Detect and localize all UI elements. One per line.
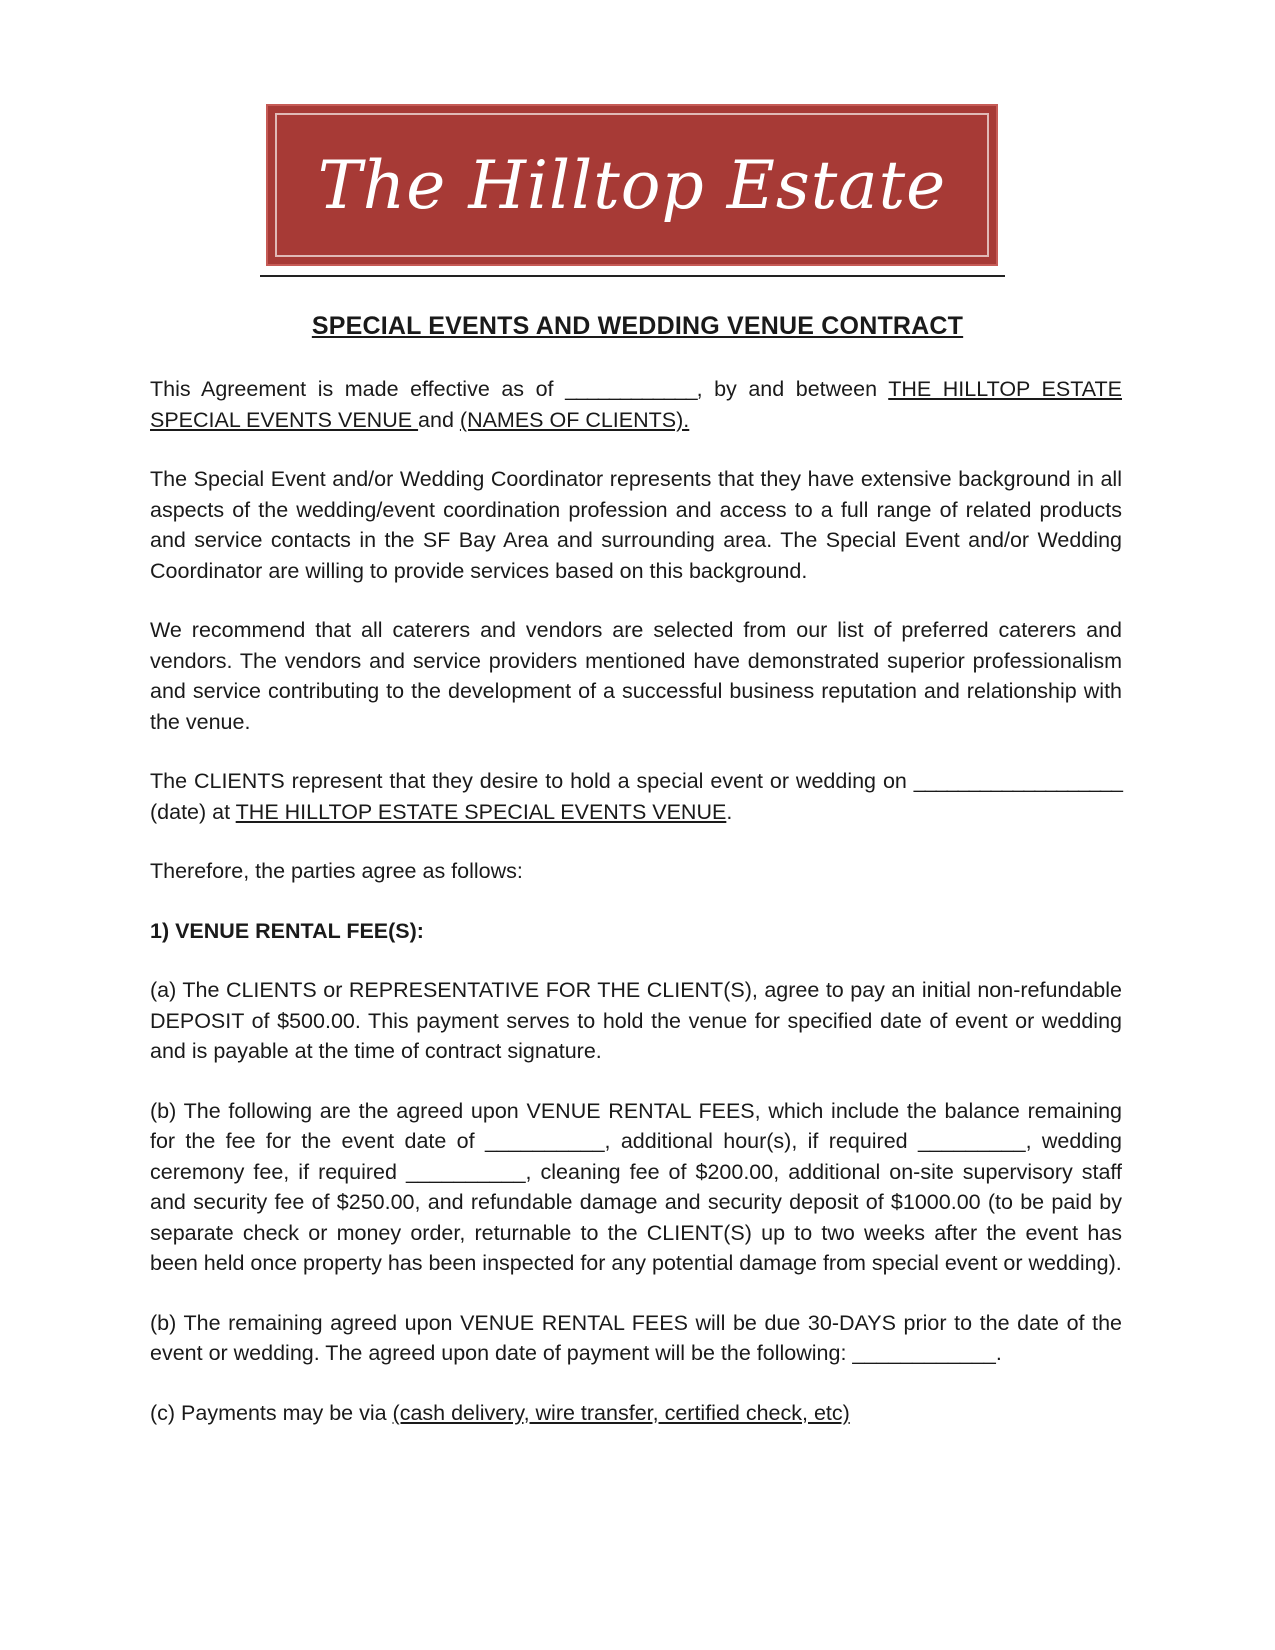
therefore-paragraph: Therefore, the parties agree as follows: [150,859,523,883]
clients-text-2: (date) at [150,799,231,824]
document-title: SPECIAL EVENTS AND WEDDING VENUE CONTRACT [311,312,964,340]
item-b-rental-fees: (b) The following are the agreed upon VENUE RENTAL FEES, which include the balance remaining for the fee for the event date of __________, additional hour(s), if required _________, wedding ceremony fee, if required __________, cleaning fee of $200.00, additional on-site supervisory staff and security fee of $250.00, and refundable damage and security deposit of $1000.00 (to be paid by separate check or money order, returnable to the CLIENT(S) up to two weeks after the event has been held once property has been inspected for any potential damage from special event or wedding). [150,1098,1122,1275]
header-divider [260,275,1005,277]
clients-period: . [726,799,733,824]
logo-frame [275,113,989,257]
intro-text: This Agreement is made effective as of [150,377,554,401]
payment-methods: (cash delivery, wire transfer, certified check, etc) [392,1400,850,1425]
item-b-remaining-fees: (b) The remaining agreed upon VENUE RENTAL FEES will be due 30-DAYS prior to the date of the event or wedding. The agreed upon date of payment will be the following: ____________. [150,1310,1122,1365]
intro-paragraph [150,374,1122,435]
event-date-blank: ___________________ [913,769,1122,793]
intro-and: and [418,407,454,432]
hilltop-estate-logo [266,104,998,266]
clients-text: The CLIENTS represent that they desire to hold a special event or wedding on [150,769,907,793]
item-c-payment-methods [150,1398,1122,1429]
vendors-paragraph: We recommend that all caterers and vendors are selected from our list of preferred caterers and vendors. The vendors and service providers mentioned have demonstrated superior professionalism and service contributing to the development of a successful business reputation and relationship with the venue. [150,618,1122,734]
intro-text-2: , by and between [696,377,878,401]
clients-venue-name: THE HILLTOP ESTATE SPECIAL EVENTS VENUE [235,799,727,824]
section-1-heading: 1) VENUE RENTAL FEE(S): [150,918,424,943]
item-a-deposit: (a) The CLIENTS or REPRESENTATIVE FOR THE CLIENT(S), agree to pay an initial non-refundable DEPOSIT of $500.00. This payment serves to hold the venue for specified date of event or wedding and is payable at the time of contract signature. [150,978,1122,1063]
logo-text: The Hilltop Estate [317,146,947,224]
venue-party-name: THE HILLTOP ESTATE SPECIAL EVENTS VENUE [150,377,1122,432]
effective-date-blank: ____________ [565,377,697,401]
document-body [150,374,1122,1457]
clients-paragraph [150,766,1122,827]
coordinator-paragraph: The Special Event and/or Wedding Coordinator represents that they have extensive background in all aspects of the wedding/event coordination profession and access to a full range of related products and service contacts in the SF Bay Area and surrounding area. The Special Event and/or Wedding Coordinator are willing to provide services based on this background. [150,467,1122,583]
payment-label: (c) Payments may be via [150,1400,393,1425]
client-party-name: (NAMES OF CLIENTS). [459,407,690,432]
